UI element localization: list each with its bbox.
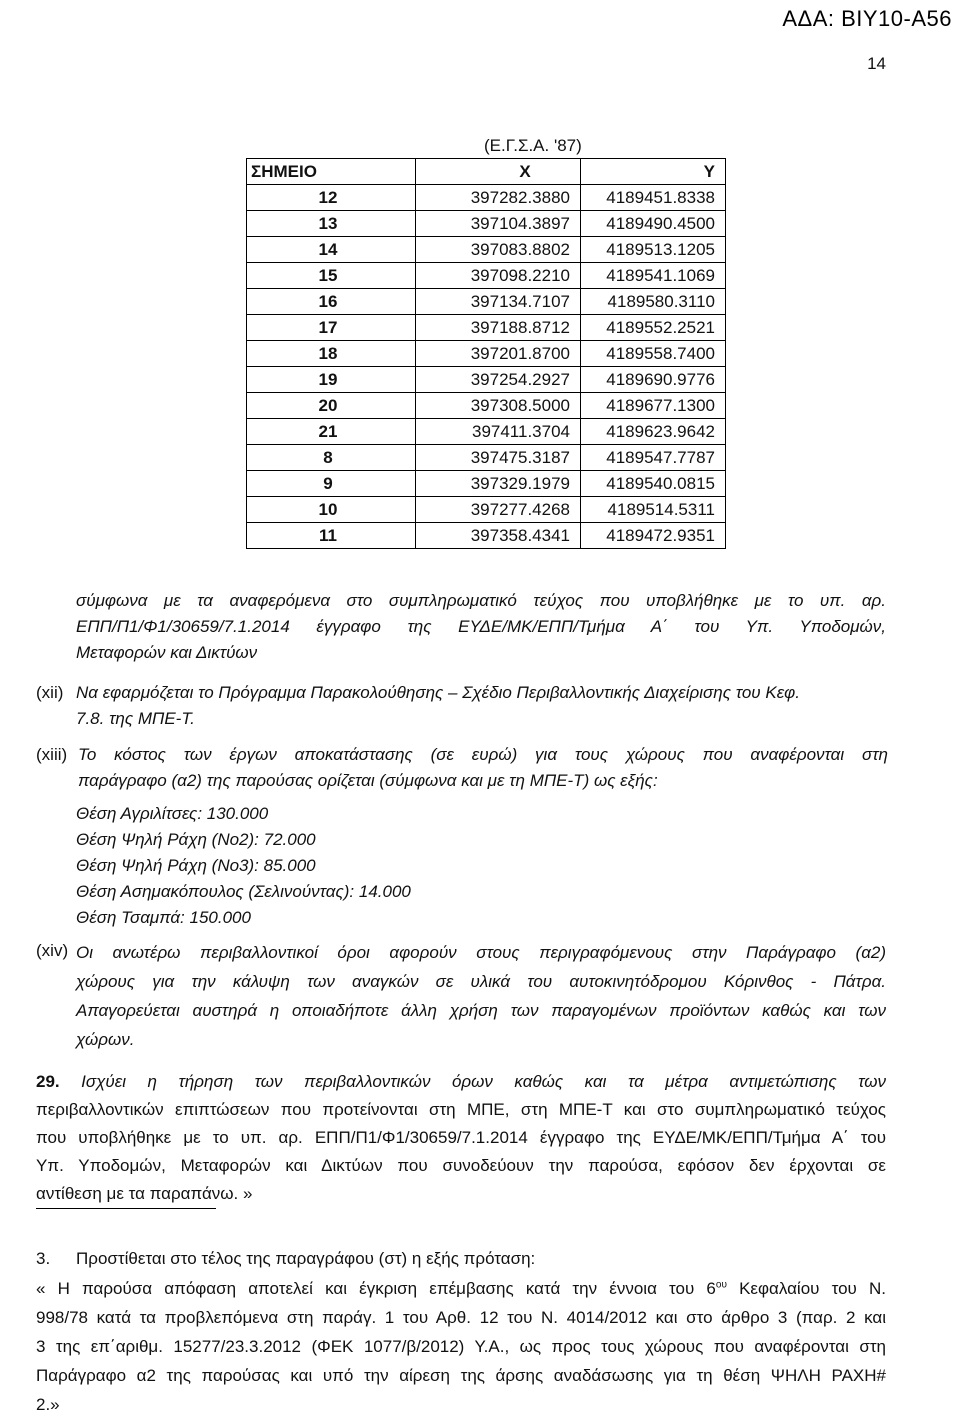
quote-part: « Η παρούσα απόφαση αποτελεί και έγκριση επέμβασης κατά την έννοια του 6 bbox=[36, 1279, 716, 1298]
item-xii-line2: 7.8. της ΜΠΕ-Τ. bbox=[76, 709, 195, 728]
x-coordinate-cell: 397329.1979 bbox=[416, 471, 581, 497]
y-coordinate-cell: 4189490.4500 bbox=[581, 211, 726, 237]
text-line: χώρους για την κάλυψη των αναγκών σε υλικά του αυτοκινητόδρομου Κόρινθος - Πάτρα. bbox=[76, 972, 886, 991]
site-cost: Θέση Ψηλή Ράχη (Νο2): 72.000 bbox=[76, 830, 316, 849]
y-coordinate-cell: 4189541.1069 bbox=[581, 263, 726, 289]
point-id-cell: 14 bbox=[247, 237, 416, 263]
y-coordinate-cell: 4189451.8338 bbox=[581, 185, 726, 211]
point-id-cell: 19 bbox=[247, 367, 416, 393]
paragraph-number-3: 3. bbox=[36, 1249, 51, 1268]
x-coordinate-cell: 397083.8802 bbox=[416, 237, 581, 263]
text-line: 2.» bbox=[36, 1395, 60, 1414]
site-cost: Θέση Ψηλή Ράχη (Νο3): 85.000 bbox=[76, 856, 316, 875]
point-id-cell: 12 bbox=[247, 185, 416, 211]
table-row bbox=[247, 497, 726, 523]
table-header-row bbox=[247, 159, 726, 185]
x-coordinate-cell: 397254.2927 bbox=[416, 367, 581, 393]
paragraph-reference bbox=[76, 588, 886, 666]
text-line: περιβαλλοντικών επιπτώσεων που προτείνονται στη ΜΠΕ, στη ΜΠΕ-Τ και στο συμπληρωματικό τεύχος bbox=[36, 1100, 886, 1119]
site-cost: Θέση Ασημακόπουλος (Σελινούντας): 14.000 bbox=[76, 882, 411, 901]
text-line: 998/78 κατά τα προβλεπόμενα στη παράγ. 1 του Αρθ. 12 του Ν. 4014/2012 και στο άρθρο 3 (παρ. 2 και bbox=[36, 1308, 886, 1327]
point-id-cell: 21 bbox=[247, 419, 416, 445]
y-coordinate-cell: 4189513.1205 bbox=[581, 237, 726, 263]
point-id-cell: 20 bbox=[247, 393, 416, 419]
paragraph-number: 29. bbox=[36, 1072, 60, 1091]
item-label-xii: (xii) bbox=[36, 683, 64, 702]
table-row bbox=[247, 289, 726, 315]
text-line bbox=[36, 1274, 886, 1303]
point-id-cell: 18 bbox=[247, 341, 416, 367]
x-coordinate-cell: 397201.8700 bbox=[416, 341, 581, 367]
table-body bbox=[247, 185, 726, 549]
superscript: ου bbox=[715, 1279, 727, 1291]
site-cost: Θέση Αγριλίτσες: 130.000 bbox=[76, 804, 269, 823]
x-coordinate-cell: 397188.8712 bbox=[416, 315, 581, 341]
text-line: χώρων. bbox=[76, 1030, 135, 1049]
x-coordinate-cell: 397104.3897 bbox=[416, 211, 581, 237]
paragraph-29-first: Ισχύει η τήρηση των περιβαλλοντικών όρων καθώς και τα μέτρα αντιμετώπισης των bbox=[81, 1072, 886, 1091]
table-row bbox=[247, 471, 726, 497]
point-id-cell: 11 bbox=[247, 523, 416, 549]
text-line: σύμφωνα με τα αναφερόμενα στο συμπληρωματικό τεύχος που υποβλήθηκε με το υπ. αρ. bbox=[76, 591, 886, 610]
item-label-xiii: (xiii) bbox=[36, 745, 68, 764]
text-line: Παράγραφο α2 της παρούσας και υπό την αίρεση της άρσης αναδάσωσης για τη θέση ΨΗΛΗ ΡΑΧΗ# bbox=[36, 1366, 886, 1385]
point-id-cell: 10 bbox=[247, 497, 416, 523]
y-coordinate-cell: 4189514.5311 bbox=[581, 497, 726, 523]
quoted-sentence bbox=[36, 1274, 886, 1419]
text-line: Απαγορεύεται αυστηρά η οποιαδήποτε άλλη χρήση των παραγομένων προϊόντων καθώς και των bbox=[76, 1001, 886, 1020]
y-coordinate-cell: 4189690.9776 bbox=[581, 367, 726, 393]
table-caption: (Ε.Γ.Σ.Α. '87) bbox=[484, 136, 582, 155]
table-row bbox=[247, 419, 726, 445]
page-number: 14 bbox=[867, 54, 886, 73]
table-row bbox=[247, 211, 726, 237]
text-line: Μεταφορών και Δικτύων bbox=[76, 643, 258, 662]
x-coordinate-cell: 397308.5000 bbox=[416, 393, 581, 419]
text-line: 3 της επ΄αριθμ. 15277/23.3.2012 (ΦΕΚ 1077/β/2012) Υ.Α., ως προς τους χώρους που αναφέρονται στη bbox=[36, 1337, 886, 1356]
item-xiii-text bbox=[78, 742, 888, 794]
quote-part: Κεφαλαίου του Ν. bbox=[726, 1279, 887, 1298]
y-coordinate-cell: 4189552.2521 bbox=[581, 315, 726, 341]
y-coordinate-cell: 4189472.9351 bbox=[581, 523, 726, 549]
item-xii-line1: Να εφαρμόζεται το Πρόγραμμα Παρακολούθησης – Σχέδιο Περιβαλλοντικής Διαχείρισης του Κεφ. bbox=[76, 683, 800, 702]
text-line: Το κόστος των έργων αποκατάστασης (σε ευρώ) για τους χώρους που αναφέρονται στη bbox=[78, 745, 888, 764]
y-coordinate-cell: 4189623.9642 bbox=[581, 419, 726, 445]
table-row bbox=[247, 263, 726, 289]
header-y: Υ bbox=[581, 159, 726, 185]
table-row bbox=[247, 341, 726, 367]
table-row bbox=[247, 237, 726, 263]
x-coordinate-cell: 397098.2210 bbox=[416, 263, 581, 289]
x-coordinate-cell: 397411.3704 bbox=[416, 419, 581, 445]
y-coordinate-cell: 4189558.7400 bbox=[581, 341, 726, 367]
point-id-cell: 9 bbox=[247, 471, 416, 497]
x-coordinate-cell: 397475.3187 bbox=[416, 445, 581, 471]
item-xiv-text bbox=[76, 938, 886, 1054]
point-id-cell: 17 bbox=[247, 315, 416, 341]
point-id-cell: 13 bbox=[247, 211, 416, 237]
header-x: Χ bbox=[416, 159, 581, 185]
y-coordinate-cell: 4189547.7787 bbox=[581, 445, 726, 471]
table-row bbox=[247, 367, 726, 393]
site-cost: Θέση Τσαμπά: 150.000 bbox=[76, 908, 251, 927]
text-line: παράγραφο (α2) της παρούσας ορίζεται (σύμφωνα και με τη ΜΠΕ-Τ) ως εξής: bbox=[78, 771, 658, 790]
x-coordinate-cell: 397134.7107 bbox=[416, 289, 581, 315]
coordinates-table bbox=[246, 158, 726, 549]
header-point: ΣΗΜΕΙΟ bbox=[247, 159, 416, 185]
point-id-cell: 15 bbox=[247, 263, 416, 289]
text-line: αντίθεση με τα παραπάνω. » bbox=[36, 1184, 253, 1203]
table-row bbox=[247, 445, 726, 471]
table-row bbox=[247, 393, 726, 419]
x-coordinate-cell: 397277.4268 bbox=[416, 497, 581, 523]
text-line: ΕΠΠ/Π1/Φ1/30659/7.1.2014 έγγραφο της ΕΥΔΕ/ΜΚ/ΕΠΠ/Τμήμα Α΄ του Υπ. Υποδομών, bbox=[76, 617, 886, 636]
table-row bbox=[247, 315, 726, 341]
table-row bbox=[247, 185, 726, 211]
paragraph-3-intro: Προστίθεται στο τέλος της παραγράφου (στ) η εξής πρόταση: bbox=[76, 1249, 536, 1268]
x-coordinate-cell: 397282.3880 bbox=[416, 185, 581, 211]
paragraph-29 bbox=[36, 1068, 886, 1208]
point-id-cell: 8 bbox=[247, 445, 416, 471]
y-coordinate-cell: 4189580.3110 bbox=[581, 289, 726, 315]
y-coordinate-cell: 4189540.0815 bbox=[581, 471, 726, 497]
separator-line bbox=[36, 1208, 216, 1209]
text-line: Υπ. Υποδομών, Μεταφορών και Δικτύων που συνοδεύουν την παρούσα, εφόσον δεν έρχονται σε bbox=[36, 1156, 886, 1175]
ada-code: ΑΔΑ: ΒΙΥ10-Α56 bbox=[782, 6, 952, 31]
text-line bbox=[36, 1068, 886, 1096]
x-coordinate-cell: 397358.4341 bbox=[416, 523, 581, 549]
y-coordinate-cell: 4189677.1300 bbox=[581, 393, 726, 419]
text-line: Οι ανωτέρω περιβαλλοντικοί όροι αφορούν στους περιγραφόμενους στην Παράγραφο (α2) bbox=[76, 943, 886, 962]
table-row bbox=[247, 523, 726, 549]
item-label-xiv: (xiv) bbox=[36, 941, 69, 960]
point-id-cell: 16 bbox=[247, 289, 416, 315]
text-line: που υποβλήθηκε με το υπ. αρ. ΕΠΠ/Π1/Φ1/30659/7.1.2014 έγγραφο της ΕΥΔΕ/ΜΚ/ΕΠΠ/Τμήμα Α΄ του bbox=[36, 1128, 886, 1147]
